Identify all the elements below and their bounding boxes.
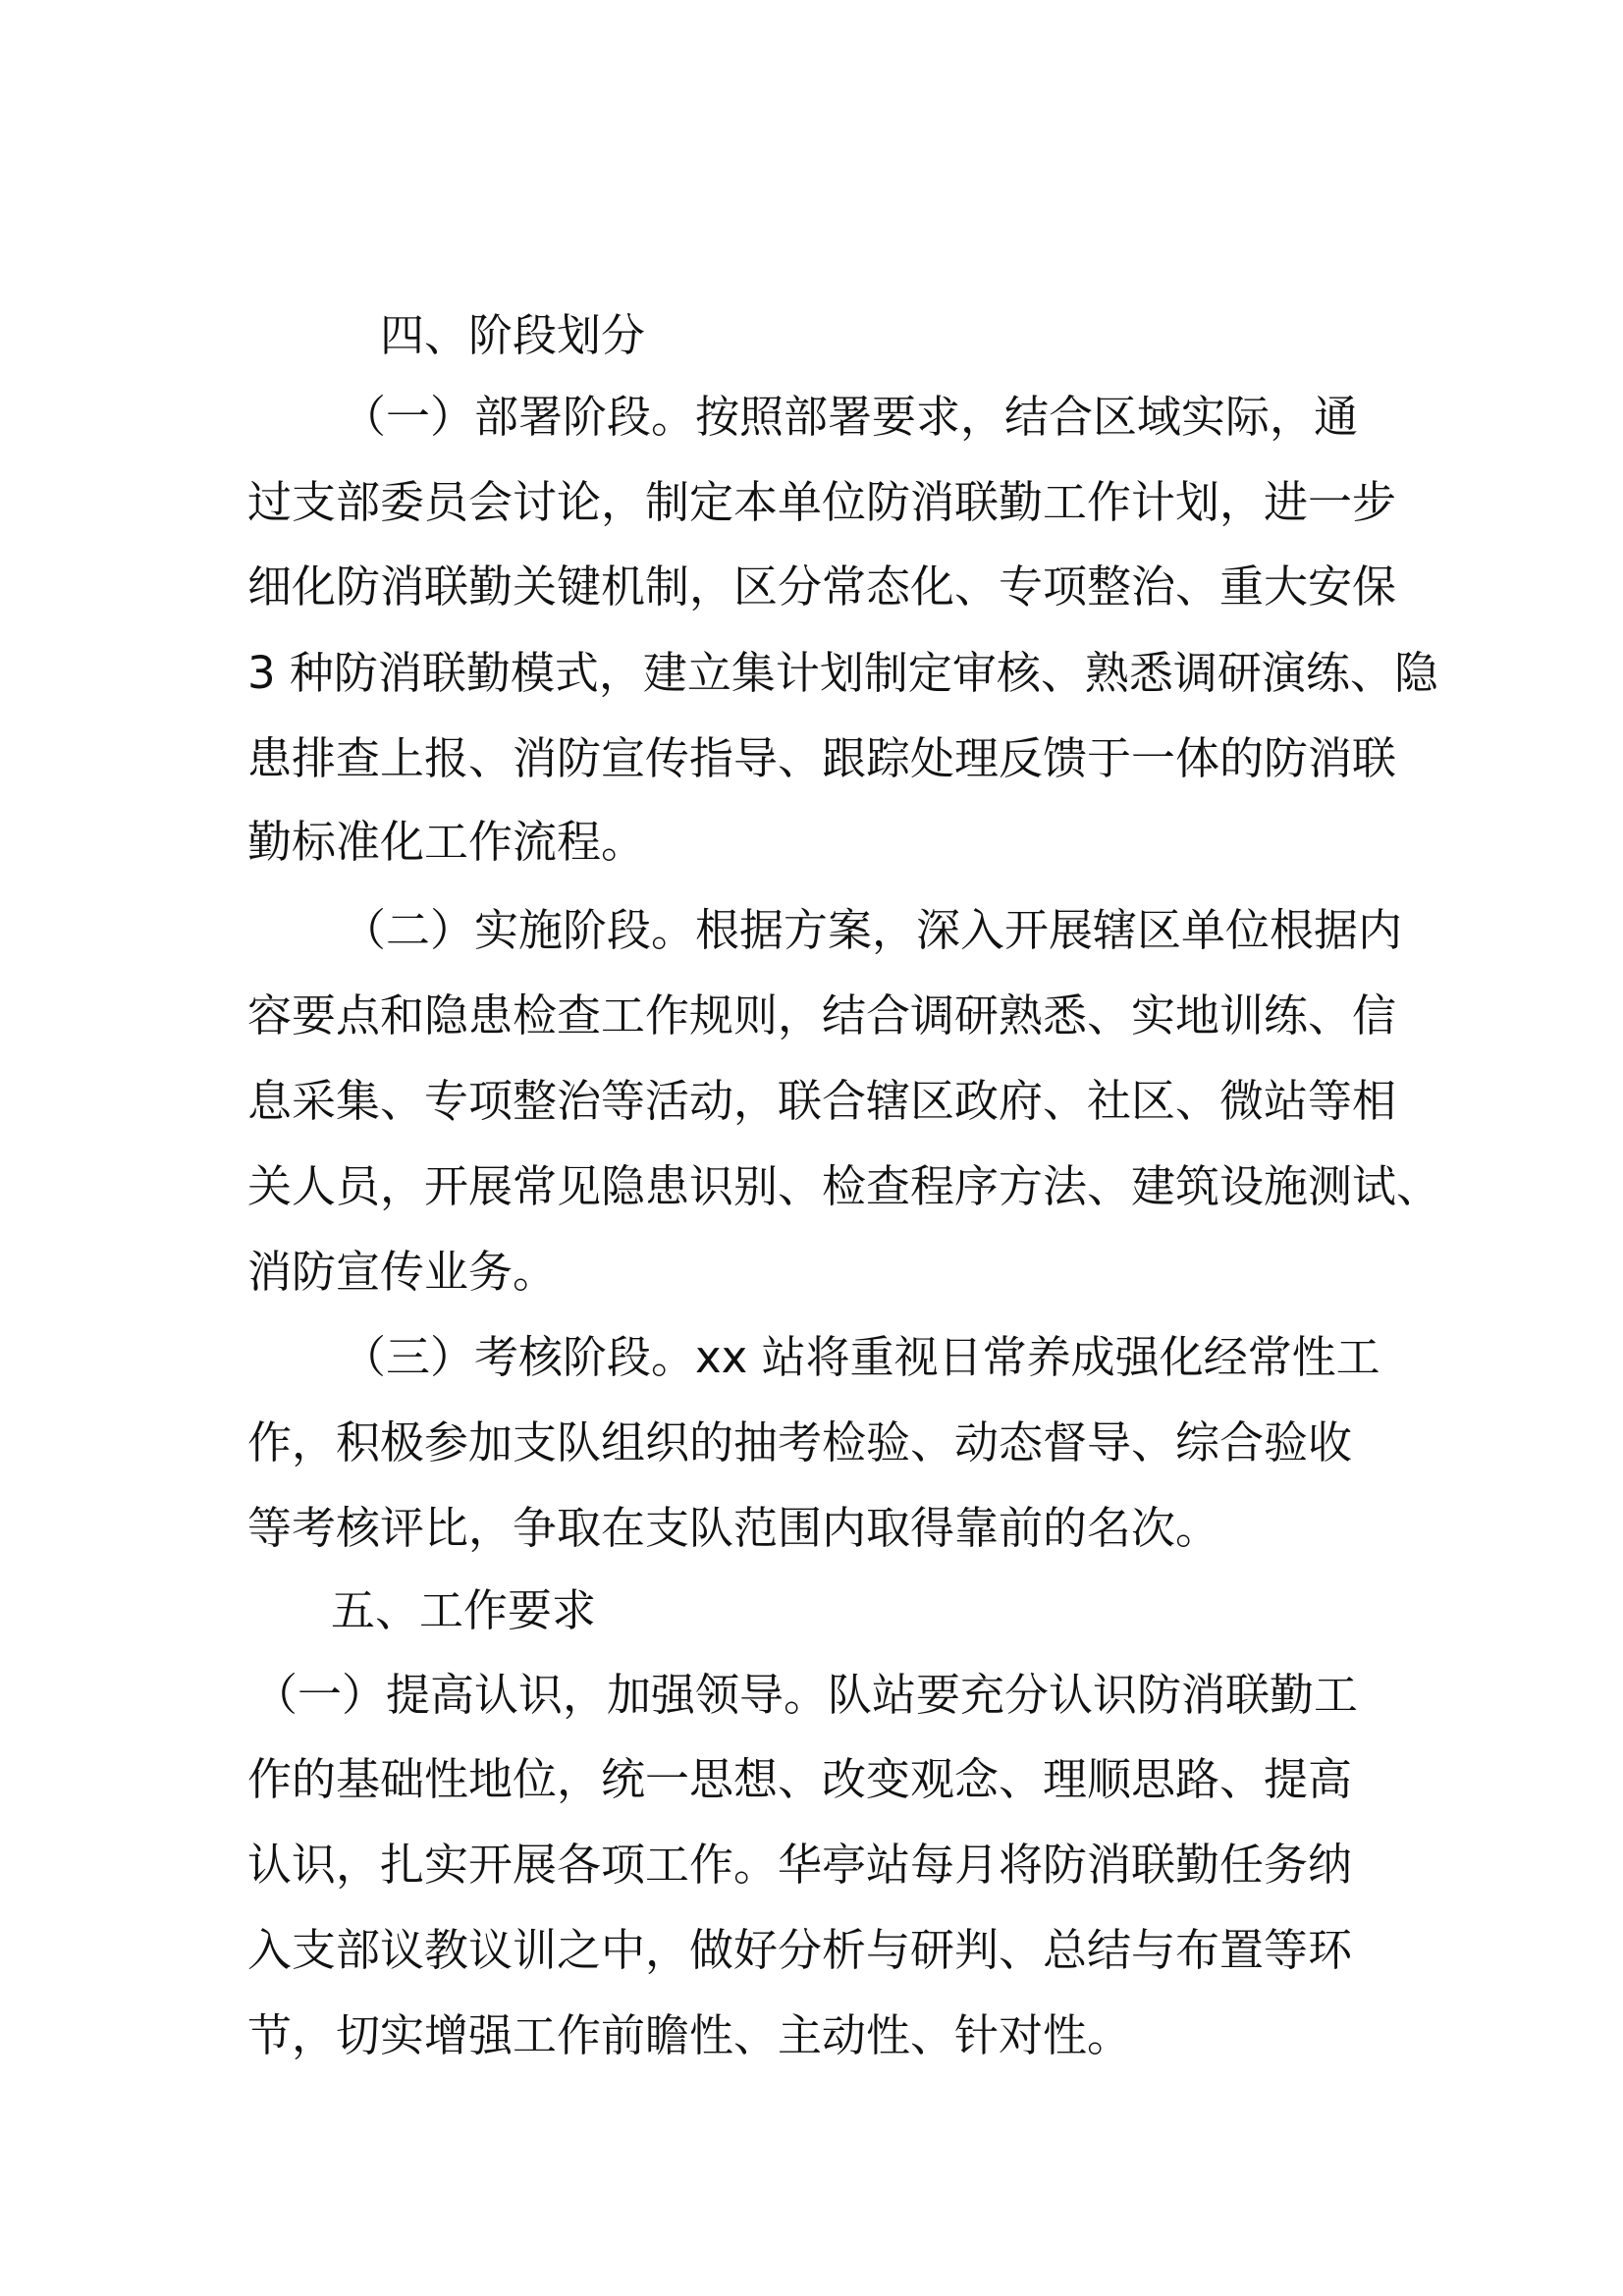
paragraph-line: 细化防消联勤关键机制，区分常态化、专项整治、重大安保 <box>247 561 1397 613</box>
section-heading: 四、阶段划分 <box>380 309 646 361</box>
paragraph-line: （二）实施阶段。根据方案，深入开展辖区单位根据内 <box>342 904 1403 956</box>
paragraph-line: 勤标准化工作流程。 <box>247 816 646 868</box>
paragraph-line: 作的基础性地位，统一思想、改变观念、理顺思路、提高 <box>247 1753 1353 1805</box>
paragraph-line: 作，积极参加支队组织的抽考检验、动态督导、综合验收 <box>247 1416 1353 1468</box>
paragraph-line: 过支部委员会讨论，制定本单位防消联勤工作计划，进一步 <box>247 476 1397 528</box>
paragraph-line: 关人员，开展常见隐患识别、检查程序方法、建筑设施测试、 <box>247 1160 1441 1212</box>
paragraph-line: （一）提高认识，加强领导。队站要充分认识防消联勤工 <box>253 1669 1359 1721</box>
section-heading: 五、工作要求 <box>331 1584 597 1636</box>
paragraph-line: 节，切实增强工作前瞻性、主动性、针对性。 <box>247 2009 1132 2061</box>
paragraph-line: 等考核评比，争取在支队范围内取得靠前的名次。 <box>247 1502 1220 1554</box>
paragraph-line: 入支部议教议训之中，做好分析与研判、总结与布置等环 <box>247 1924 1353 1976</box>
paragraph-line: 消防宣传业务。 <box>247 1246 558 1298</box>
paragraph-line: （三）考核阶段。xx 站将重视日常养成强化经常性工 <box>342 1331 1380 1383</box>
paragraph-line: 患排查上报、消防宣传指导、跟踪处理反馈于一体的防消联 <box>247 732 1397 784</box>
paragraph-line: 认识，扎实开展各项工作。华亭站每月将防消联勤任务纳 <box>247 1839 1353 1891</box>
paragraph-line: 3 种防消联勤模式，建立集计划制定审核、熟悉调研演练、隐 <box>247 647 1438 699</box>
paragraph-line: （一）部署阶段。按照部署要求，结合区域实际，通 <box>342 391 1359 443</box>
paragraph-line: 容要点和隐患检查工作规则，结合调研熟悉、实地训练、信 <box>247 989 1397 1041</box>
paragraph-line: 息采集、专项整治等活动，联合辖区政府、社区、微站等相 <box>247 1075 1397 1127</box>
